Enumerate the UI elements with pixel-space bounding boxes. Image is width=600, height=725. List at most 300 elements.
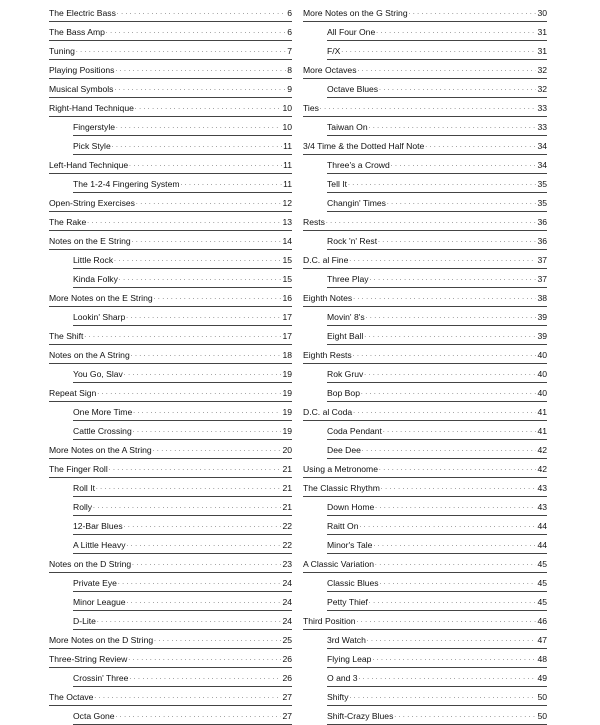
toc-subentry bbox=[327, 573, 547, 592]
toc-subentry bbox=[73, 535, 292, 554]
toc-entry-title: Movin' 8's bbox=[327, 312, 365, 322]
toc-page-number: 33 bbox=[537, 103, 547, 113]
toc-subentry bbox=[327, 383, 547, 402]
toc-subentry bbox=[327, 307, 547, 326]
toc-subentry bbox=[73, 592, 292, 611]
toc-subentry bbox=[327, 41, 547, 60]
toc-entry-title: All Four One bbox=[327, 27, 376, 37]
toc-entry-title: Right-Hand Technique bbox=[49, 103, 134, 113]
toc-page-number: 35 bbox=[537, 179, 547, 189]
toc-page-number: 16 bbox=[282, 293, 292, 303]
toc-dot-leader bbox=[129, 158, 282, 170]
toc-entry-title: Petty Thief bbox=[327, 597, 368, 607]
toc-dot-leader bbox=[135, 101, 282, 113]
toc-entry-title: More Notes on the A String bbox=[49, 445, 152, 455]
toc-subentry bbox=[327, 79, 547, 98]
toc-dot-leader bbox=[118, 576, 281, 588]
toc-dot-leader bbox=[362, 443, 537, 455]
toc-dot-leader bbox=[381, 481, 537, 493]
toc-dot-leader bbox=[364, 329, 536, 341]
toc-entry-title: D-Lite bbox=[73, 616, 96, 626]
toc-subentry bbox=[73, 174, 292, 193]
toc-dot-leader bbox=[154, 633, 281, 645]
toc-dot-leader bbox=[117, 6, 286, 18]
toc-entry bbox=[49, 649, 292, 668]
toc-page-number: 19 bbox=[282, 426, 292, 436]
toc-subentry bbox=[327, 630, 547, 649]
toc-dot-leader bbox=[96, 481, 281, 493]
toc-entry-title: Pick Style bbox=[73, 141, 111, 151]
toc-page-number: 41 bbox=[537, 407, 547, 417]
toc-dot-leader bbox=[132, 234, 282, 246]
toc-page-number: 19 bbox=[282, 369, 292, 379]
toc-page-number: 19 bbox=[282, 388, 292, 398]
toc-entry-title: Open-String Exercises bbox=[49, 198, 135, 208]
toc-right-column bbox=[303, 3, 547, 725]
toc-entry bbox=[49, 288, 292, 307]
toc-entry-title: Octa Gone bbox=[73, 711, 115, 721]
toc-page-number: 21 bbox=[282, 502, 292, 512]
toc-subentry bbox=[73, 117, 292, 136]
toc-subentry bbox=[327, 22, 547, 41]
toc-dot-leader bbox=[361, 386, 536, 398]
toc-subentry bbox=[327, 117, 547, 136]
toc-entry-title: Minor League bbox=[73, 597, 126, 607]
toc-entry-title: Eighth Notes bbox=[303, 293, 353, 303]
toc-page-number: 10 bbox=[282, 103, 292, 113]
toc-subentry bbox=[73, 611, 292, 630]
toc-dot-leader bbox=[127, 595, 282, 607]
toc-dot-leader bbox=[116, 120, 281, 132]
toc-page-number: 32 bbox=[537, 65, 547, 75]
toc-dot-leader bbox=[360, 519, 537, 531]
toc-subentry bbox=[327, 440, 547, 459]
toc-entry-title: The Octave bbox=[49, 692, 94, 702]
toc-entry-title: Rests bbox=[303, 217, 325, 227]
toc-page-number: 43 bbox=[537, 483, 547, 493]
toc-dot-leader bbox=[387, 196, 536, 208]
toc-page-number: 7 bbox=[287, 46, 292, 56]
toc-entry-title: A Little Heavy bbox=[73, 540, 126, 550]
toc-page-number: 15 bbox=[282, 274, 292, 284]
toc-entry-title: Three's a Crowd bbox=[327, 160, 390, 170]
toc-entry-title: Playing Positions bbox=[49, 65, 115, 75]
toc-entry-title: Minor's Tale bbox=[327, 540, 373, 550]
toc-entry bbox=[303, 554, 547, 573]
toc-dot-leader bbox=[129, 671, 281, 683]
toc-page-number: 11 bbox=[283, 141, 292, 151]
toc-entry bbox=[49, 383, 292, 402]
toc-dot-leader bbox=[97, 386, 281, 398]
toc-page-number: 15 bbox=[282, 255, 292, 265]
toc-page-number: 8 bbox=[287, 65, 292, 75]
toc-page-number: 45 bbox=[537, 559, 547, 569]
toc-page-number: 24 bbox=[282, 578, 292, 588]
toc-subentry bbox=[327, 668, 547, 687]
toc-entry bbox=[49, 155, 292, 174]
toc-page-number: 25 bbox=[282, 635, 292, 645]
toc-entry bbox=[303, 402, 547, 421]
toc-dot-leader bbox=[358, 63, 537, 75]
toc-dot-leader bbox=[119, 272, 282, 284]
toc-entry bbox=[49, 41, 292, 60]
toc-entry-title: Tell It bbox=[327, 179, 348, 189]
toc-entry bbox=[49, 98, 292, 117]
toc-dot-leader bbox=[425, 139, 536, 151]
toc-entry bbox=[49, 231, 292, 250]
toc-entry-title: O and 3 bbox=[327, 673, 358, 683]
toc-subentry bbox=[327, 535, 547, 554]
toc-entry-title: Taiwan On bbox=[327, 122, 368, 132]
toc-page-number: 45 bbox=[537, 578, 547, 588]
toc-page-number: 27 bbox=[282, 711, 292, 721]
toc-page-number: 33 bbox=[537, 122, 547, 132]
toc-entry-title: More Octaves bbox=[303, 65, 357, 75]
toc-entry bbox=[49, 212, 292, 231]
toc-page-number: 36 bbox=[537, 236, 547, 246]
toc-page-number: 21 bbox=[282, 464, 292, 474]
toc-page-number: 41 bbox=[537, 426, 547, 436]
toc-subentry bbox=[73, 402, 292, 421]
toc-page-number: 38 bbox=[537, 293, 547, 303]
toc-entry bbox=[303, 212, 547, 231]
toc-subentry bbox=[73, 421, 292, 440]
toc-page-number: 36 bbox=[537, 217, 547, 227]
toc-dot-leader bbox=[87, 215, 281, 227]
toc-entry bbox=[303, 459, 547, 478]
toc-dot-leader bbox=[131, 348, 282, 360]
toc-page-number: 50 bbox=[537, 711, 547, 721]
toc-entry-title: Little Rock bbox=[73, 255, 114, 265]
toc-entry-title: Three-String Review bbox=[49, 654, 128, 664]
toc-entry-title: Rok Gruv bbox=[327, 369, 364, 379]
toc-dot-leader bbox=[372, 652, 536, 664]
toc-entry-title: Three Play bbox=[327, 274, 369, 284]
toc-page-number: 23 bbox=[282, 559, 292, 569]
toc-dot-leader bbox=[375, 557, 536, 569]
toc-entry-title: Eighth Rests bbox=[303, 350, 352, 360]
toc-dot-leader bbox=[126, 310, 281, 322]
toc-entry-title: The 1-2-4 Fingering System bbox=[73, 179, 180, 189]
toc-dot-leader bbox=[116, 709, 282, 721]
toc-dot-leader bbox=[391, 158, 537, 170]
toc-page-number: 40 bbox=[537, 350, 547, 360]
toc-page-number: 10 bbox=[282, 122, 292, 132]
toc-entry-title: Down Home bbox=[327, 502, 375, 512]
toc-entry bbox=[49, 345, 292, 364]
toc-entry-title: Bop Bop bbox=[327, 388, 360, 398]
toc-dot-leader bbox=[348, 177, 536, 189]
toc-dot-leader bbox=[366, 310, 537, 322]
toc-page-number: 24 bbox=[282, 597, 292, 607]
toc-entry-title: The Shift bbox=[49, 331, 84, 341]
toc-entry-title: More Notes on the D String bbox=[49, 635, 154, 645]
toc-page-number: 17 bbox=[282, 312, 292, 322]
toc-dot-leader bbox=[133, 424, 282, 436]
toc-entry-title: Private Eye bbox=[73, 578, 117, 588]
toc-subentry bbox=[73, 516, 292, 535]
toc-entry-title: Left-Hand Technique bbox=[49, 160, 129, 170]
toc-entry-title: Musical Symbols bbox=[49, 84, 114, 94]
toc-entry-title: The Classic Rhythm bbox=[303, 483, 380, 493]
toc-entry bbox=[49, 459, 292, 478]
toc-subentry bbox=[327, 326, 547, 345]
toc-dot-leader bbox=[128, 652, 281, 664]
toc-entry-title: Crossin' Three bbox=[73, 673, 129, 683]
toc-subentry bbox=[73, 307, 292, 326]
toc-entry-title: Notes on the E String bbox=[49, 236, 131, 246]
toc-dot-leader bbox=[97, 614, 282, 626]
toc-page-number: 50 bbox=[537, 692, 547, 702]
toc-page-number: 19 bbox=[282, 407, 292, 417]
toc-subentry bbox=[327, 421, 547, 440]
toc-dot-leader bbox=[409, 6, 537, 18]
toc-entry-title: More Notes on the E String bbox=[49, 293, 153, 303]
toc-entry bbox=[49, 440, 292, 459]
toc-page-number: 34 bbox=[537, 160, 547, 170]
toc-entry-title: Kinda Folky bbox=[73, 274, 118, 284]
toc-page-number: 24 bbox=[282, 616, 292, 626]
toc-dot-leader bbox=[124, 367, 282, 379]
toc-entry bbox=[303, 478, 547, 497]
toc-page-number: 39 bbox=[537, 331, 547, 341]
toc-dot-leader bbox=[94, 690, 281, 702]
toc-dot-leader bbox=[394, 709, 536, 721]
toc-entry-title: Octave Blues bbox=[327, 84, 379, 94]
toc-entry bbox=[303, 288, 547, 307]
toc-page-number: 47 bbox=[537, 635, 547, 645]
toc-page-number: 42 bbox=[537, 445, 547, 455]
toc-page-number: 11 bbox=[283, 179, 292, 189]
toc-subentry bbox=[327, 269, 547, 288]
toc-dot-leader bbox=[373, 538, 536, 550]
toc-subentry bbox=[327, 174, 547, 193]
toc-page-number: 22 bbox=[282, 521, 292, 531]
toc-dot-leader bbox=[153, 443, 282, 455]
toc-entry bbox=[49, 193, 292, 212]
toc-subentry bbox=[327, 706, 547, 725]
toc-subentry bbox=[327, 193, 547, 212]
toc-page-number: 18 bbox=[282, 350, 292, 360]
toc-page-number: 21 bbox=[282, 483, 292, 493]
toc-entry-title: D.C. al Coda bbox=[303, 407, 353, 417]
toc-entry-title: Cattle Crossing bbox=[73, 426, 132, 436]
toc-subentry bbox=[73, 250, 292, 269]
toc-dot-leader bbox=[115, 63, 286, 75]
toc-page-number: 49 bbox=[537, 673, 547, 683]
toc-page-number: 42 bbox=[537, 464, 547, 474]
toc-subentry bbox=[73, 497, 292, 516]
toc-entry-title: The Electric Bass bbox=[49, 8, 116, 18]
toc-dot-leader bbox=[383, 424, 536, 436]
toc-entry-title: Repeat Sign bbox=[49, 388, 97, 398]
toc-subentry bbox=[327, 155, 547, 174]
toc-entry-title: More Notes on the G String bbox=[303, 8, 408, 18]
toc-entry bbox=[303, 98, 547, 117]
toc-entry-title: Changin' Times bbox=[327, 198, 386, 208]
toc-dot-leader bbox=[349, 253, 536, 265]
toc-entry-title: Flying Leap bbox=[327, 654, 372, 664]
toc-page-number: 6 bbox=[287, 27, 292, 37]
toc-page-number: 43 bbox=[537, 502, 547, 512]
toc-page-number: 39 bbox=[537, 312, 547, 322]
toc-entry-title: Ties bbox=[303, 103, 319, 113]
toc-page-number: 48 bbox=[537, 654, 547, 664]
toc-dot-leader bbox=[114, 253, 281, 265]
toc-page-number: 40 bbox=[537, 369, 547, 379]
toc-page-number: 40 bbox=[537, 388, 547, 398]
toc-entry-title: Dee Dee bbox=[327, 445, 361, 455]
toc-page-number: 13 bbox=[282, 217, 292, 227]
toc-dot-leader bbox=[109, 462, 282, 474]
toc-entry-title: Classic Blues bbox=[327, 578, 379, 588]
toc-dot-leader bbox=[353, 291, 536, 303]
toc-dot-leader bbox=[84, 329, 281, 341]
toc-entry-title: D.C. al Fine bbox=[303, 255, 349, 265]
toc-subentry bbox=[73, 364, 292, 383]
toc-subentry bbox=[73, 478, 292, 497]
toc-entry-title: Coda Pendant bbox=[327, 426, 382, 436]
toc-subentry bbox=[73, 136, 292, 155]
toc-dot-leader bbox=[341, 44, 536, 56]
toc-page-number: 27 bbox=[282, 692, 292, 702]
toc-page-number: 44 bbox=[537, 521, 547, 531]
toc-page-number: 31 bbox=[537, 27, 547, 37]
toc-page-number: 14 bbox=[282, 236, 292, 246]
toc-page-number: 44 bbox=[537, 540, 547, 550]
toc-subentry bbox=[327, 231, 547, 250]
toc-entry bbox=[303, 3, 547, 22]
toc-dot-leader bbox=[367, 633, 537, 645]
toc-dot-leader bbox=[326, 215, 536, 227]
toc-dot-leader bbox=[378, 234, 536, 246]
toc-page-number: 26 bbox=[282, 673, 292, 683]
toc-dot-leader bbox=[380, 576, 537, 588]
toc-entry-title: One More Time bbox=[73, 407, 133, 417]
toc-dot-leader bbox=[364, 367, 536, 379]
toc-dot-leader bbox=[124, 519, 282, 531]
toc-entry-title: 3rd Watch bbox=[327, 635, 366, 645]
toc-entry bbox=[49, 3, 292, 22]
toc-entry bbox=[49, 687, 292, 706]
toc-entry-title: You Go, Slav bbox=[73, 369, 123, 379]
toc-entry bbox=[49, 22, 292, 41]
toc-entry-title: Lookin' Sharp bbox=[73, 312, 126, 322]
toc-dot-leader bbox=[181, 177, 283, 189]
toc-entry-title: Notes on the D String bbox=[49, 559, 132, 569]
toc-entry-title: Rock 'n' Rest bbox=[327, 236, 378, 246]
toc-entry-title: F/X bbox=[327, 46, 341, 56]
toc-left-column bbox=[49, 3, 292, 725]
toc-entry bbox=[303, 136, 547, 155]
toc-dot-leader bbox=[114, 82, 286, 94]
toc-entry-title: A Classic Variation bbox=[303, 559, 375, 569]
toc-subentry bbox=[327, 592, 547, 611]
toc-entry-title: The Bass Amp bbox=[49, 27, 105, 37]
toc-subentry bbox=[73, 573, 292, 592]
toc-page-number: 20 bbox=[282, 445, 292, 455]
toc-page-number: 37 bbox=[537, 255, 547, 265]
toc-page-number: 37 bbox=[537, 274, 547, 284]
toc-page-number: 35 bbox=[537, 198, 547, 208]
toc-subentry bbox=[327, 516, 547, 535]
toc-dot-leader bbox=[76, 44, 286, 56]
toc-page-number: 6 bbox=[287, 8, 292, 18]
toc-entry-title: Shift-Crazy Blues bbox=[327, 711, 394, 721]
toc-entry bbox=[49, 326, 292, 345]
toc-page-number: 45 bbox=[537, 597, 547, 607]
toc-dot-leader bbox=[112, 139, 282, 151]
toc-dot-leader bbox=[369, 595, 537, 607]
toc-page-number: 12 bbox=[282, 198, 292, 208]
toc-entry-title: Using a Metronome bbox=[303, 464, 378, 474]
toc-entry-title: Third Position bbox=[303, 616, 356, 626]
toc-dot-leader bbox=[133, 405, 281, 417]
toc-dot-leader bbox=[136, 196, 281, 208]
toc-dot-leader bbox=[353, 405, 536, 417]
toc-dot-leader bbox=[370, 272, 537, 284]
toc-entry bbox=[303, 60, 547, 79]
toc-dot-leader bbox=[369, 120, 537, 132]
toc-page-number: 11 bbox=[283, 160, 292, 170]
toc-entry bbox=[303, 345, 547, 364]
toc-page-number: 9 bbox=[287, 84, 292, 94]
toc-entry-title: Eight Ball bbox=[327, 331, 364, 341]
toc-entry bbox=[49, 60, 292, 79]
toc-entry bbox=[303, 250, 547, 269]
toc-page-number: 22 bbox=[282, 540, 292, 550]
toc-subentry bbox=[73, 269, 292, 288]
toc-entry-title: The Rake bbox=[49, 217, 87, 227]
toc-entry-title: 3/4 Time & the Dotted Half Note bbox=[303, 141, 425, 151]
toc-entry-title: Roll It bbox=[73, 483, 95, 493]
toc-dot-leader bbox=[353, 348, 537, 360]
toc-dot-leader bbox=[127, 538, 282, 550]
toc-subentry bbox=[73, 706, 292, 725]
toc-entry-title: Fingerstyle bbox=[73, 122, 116, 132]
toc-page-number: 17 bbox=[282, 331, 292, 341]
toc-subentry bbox=[73, 668, 292, 687]
toc-entry-title: 12-Bar Blues bbox=[73, 521, 123, 531]
toc-subentry bbox=[327, 364, 547, 383]
toc-entry bbox=[49, 630, 292, 649]
toc-page-number: 46 bbox=[537, 616, 547, 626]
toc-dot-leader bbox=[106, 25, 286, 37]
toc-subentry bbox=[327, 649, 547, 668]
toc-entry bbox=[303, 611, 547, 630]
toc-entry-title: The Finger Roll bbox=[49, 464, 108, 474]
toc-page-number: 34 bbox=[537, 141, 547, 151]
toc-entry-title: Tuning bbox=[49, 46, 75, 56]
toc-entry-title: Raitt On bbox=[327, 521, 359, 531]
toc-entry-title: Shifty bbox=[327, 692, 349, 702]
toc-subentry bbox=[327, 497, 547, 516]
toc-page-number: 30 bbox=[537, 8, 547, 18]
toc-dot-leader bbox=[320, 101, 537, 113]
toc-page-number: 26 bbox=[282, 654, 292, 664]
toc-dot-leader bbox=[379, 82, 536, 94]
toc-entry bbox=[49, 554, 292, 573]
toc-dot-leader bbox=[375, 500, 536, 512]
toc-dot-leader bbox=[359, 671, 537, 683]
toc-dot-leader bbox=[154, 291, 282, 303]
toc-dot-leader bbox=[132, 557, 281, 569]
toc-entry-title: Notes on the A String bbox=[49, 350, 130, 360]
toc-dot-leader bbox=[357, 614, 537, 626]
toc-dot-leader bbox=[379, 462, 536, 474]
toc-subentry bbox=[327, 687, 547, 706]
toc-dot-leader bbox=[350, 690, 537, 702]
